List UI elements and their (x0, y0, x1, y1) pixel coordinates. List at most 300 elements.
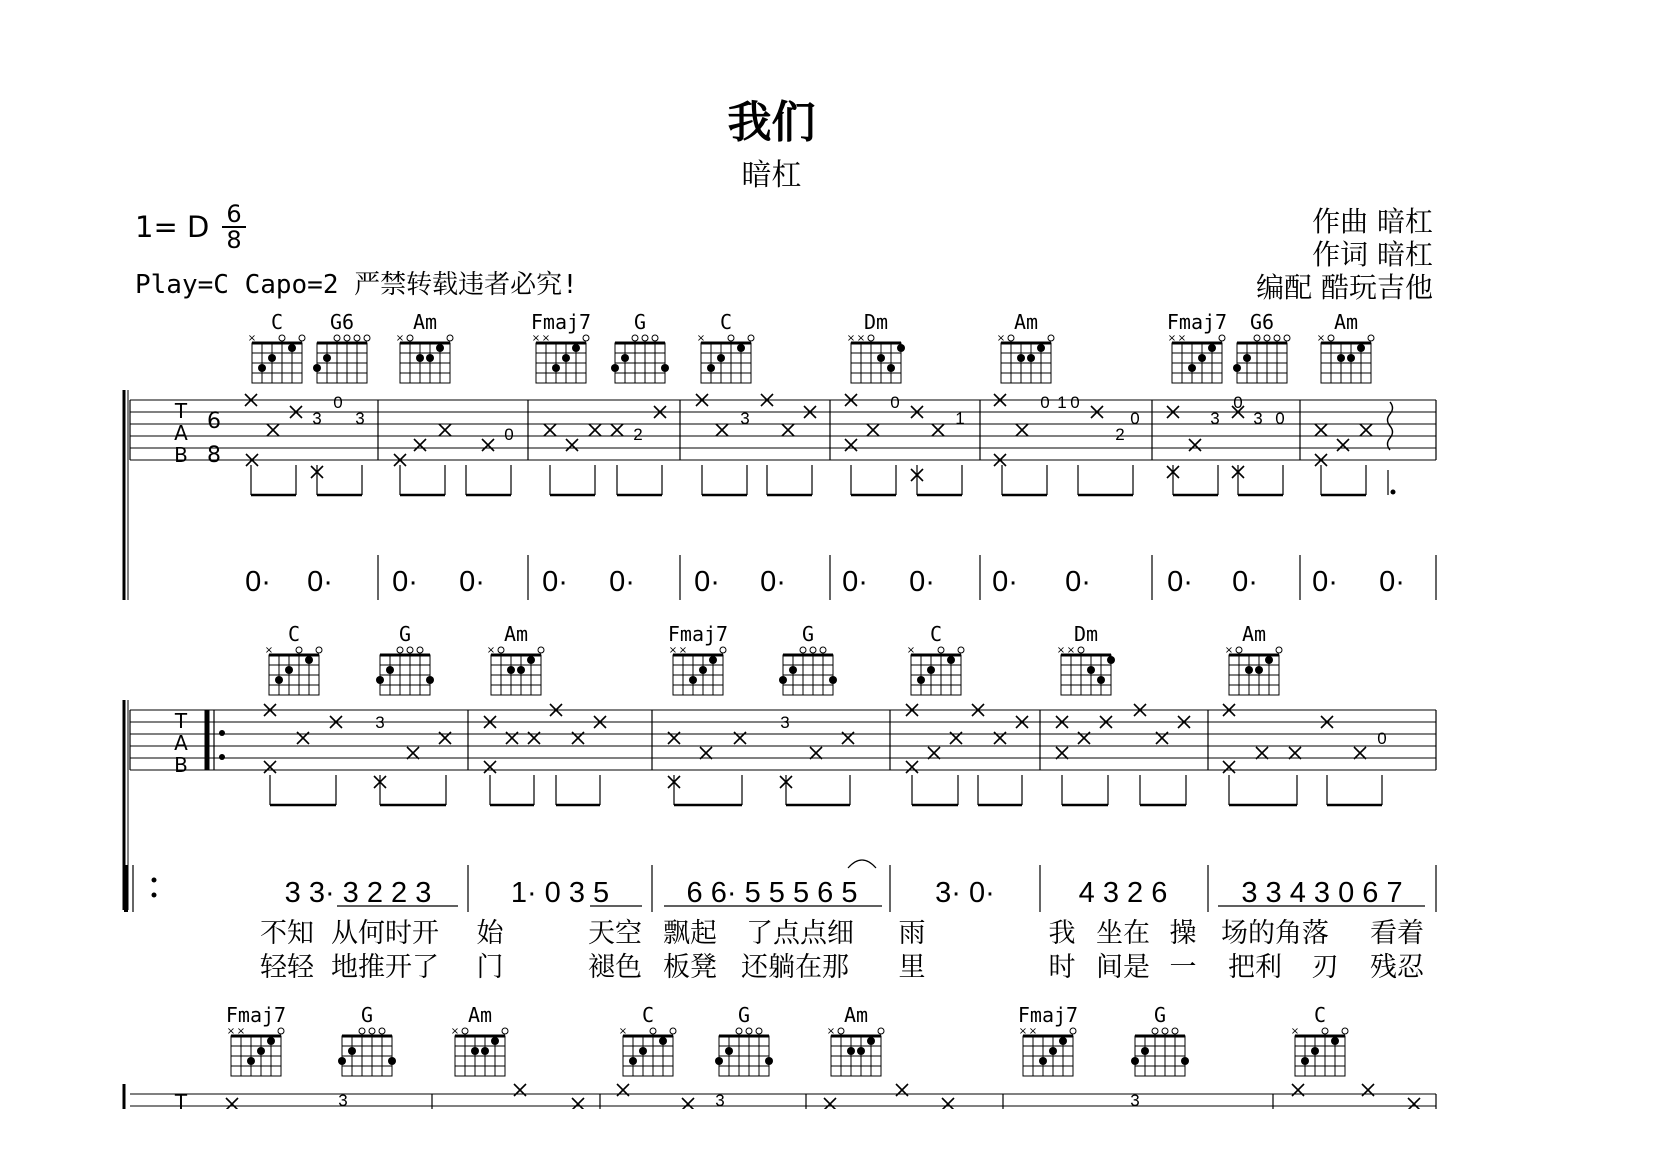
finger-dot (847, 1047, 855, 1055)
chord-name: Dm (1073, 622, 1099, 646)
finger-dot (517, 666, 525, 674)
lyric-verse-1: 从何时开 (331, 918, 439, 949)
open-string-mark (364, 335, 370, 341)
lyric-verse-2: 时 (1048, 952, 1076, 983)
tab-clef-letter: A (174, 421, 188, 445)
chord-name: Fmaj7 (225, 1003, 287, 1027)
chord-name: G (1153, 1003, 1167, 1027)
chord-diagram (847, 310, 905, 383)
finger-dot (829, 676, 837, 684)
finger-dot (313, 364, 321, 372)
jianpu-measure: 3· 0· (935, 877, 995, 909)
chord-diagram (619, 1003, 676, 1076)
chord-diagram (487, 622, 544, 695)
chord-diagram (313, 310, 370, 383)
repeat-dot (152, 893, 157, 898)
chord-name: Am (1241, 622, 1267, 646)
finger-dot (562, 354, 570, 362)
finger-dot (426, 676, 434, 684)
finger-dot (1049, 1047, 1057, 1055)
tab-fret-number: 0 (1377, 729, 1387, 748)
finger-dot (715, 1057, 723, 1065)
open-string-mark (1274, 335, 1280, 341)
chord-name: Fmaj7 (1017, 1003, 1079, 1027)
jianpu-note: 0· (1232, 566, 1258, 598)
jianpu-note: 0· (1312, 566, 1338, 598)
finger-dot (661, 364, 669, 372)
open-string-mark (868, 335, 874, 341)
finger-dot (1337, 354, 1345, 362)
finger-dot (689, 676, 697, 684)
tab-fret-number: 2 (1115, 425, 1125, 444)
song-artist: 暗杠 (741, 158, 802, 193)
finger-dot (1097, 676, 1105, 684)
open-string-mark (632, 335, 638, 341)
muted-string-mark: × (486, 645, 496, 656)
finger-dot (552, 364, 560, 372)
repeat-dot (219, 730, 225, 736)
jianpu-note: 0· (459, 566, 485, 598)
jianpu-note: 0· (392, 566, 418, 598)
jianpu-note: 0· (760, 566, 786, 598)
finger-dot (247, 1057, 255, 1065)
tab-time-bottom: 8 (207, 443, 221, 468)
jianpu-note: 0· (909, 566, 935, 598)
lyric-verse-1: 了点点细 (746, 918, 854, 949)
muted-string-mark: × (1224, 645, 1234, 656)
muted-string-mark: × (247, 333, 257, 344)
finger-dot (1357, 344, 1365, 352)
open-string-mark (756, 1028, 762, 1034)
jianpu-measure: 6 6· 5 5 5 6 5 (686, 877, 858, 909)
finger-dot (699, 666, 707, 674)
finger-dot (305, 656, 313, 664)
finger-dot (507, 666, 515, 674)
muted-string-mark: × (826, 1026, 836, 1037)
finger-dot (257, 1047, 265, 1055)
finger-dot (572, 344, 580, 352)
open-string-mark (359, 1028, 365, 1034)
finger-dot (1255, 666, 1263, 674)
chord-diagram (1018, 1003, 1078, 1076)
open-string-mark (800, 647, 806, 653)
repeat-dot (152, 878, 157, 883)
open-string-mark (1152, 1028, 1158, 1034)
chord-name: Fmaj7 (1166, 310, 1228, 334)
open-string-mark (1008, 335, 1014, 341)
lyric-verse-2: 把利 (1228, 952, 1282, 983)
finger-dot (725, 1047, 733, 1055)
open-string-mark (462, 1028, 468, 1034)
muted-string-mark: × (531, 333, 541, 344)
muted-string-mark: × (236, 1026, 246, 1037)
lyricist-credit: 作词 暗杠 (1312, 238, 1433, 271)
muted-string-mark: × (1066, 645, 1076, 656)
jianpu-note: 0· (1065, 566, 1091, 598)
finger-dot (267, 1037, 275, 1045)
open-string-mark (299, 335, 305, 341)
lyric-verse-2: 间是 (1096, 952, 1150, 983)
chord-diagram (1131, 1003, 1189, 1076)
open-string-mark (1070, 1028, 1076, 1034)
tab-fret-number: 2 (633, 425, 643, 444)
finger-dot (481, 1047, 489, 1055)
tab-clef-letter: B (174, 753, 188, 777)
chord-name: G (801, 622, 815, 646)
lyric-verse-2: 一 (1169, 952, 1197, 983)
tab-fret-number: 0 (890, 393, 900, 412)
tab-clef-letter: T (174, 709, 188, 733)
finger-dot (707, 364, 715, 372)
tab-fret-number: 3 (375, 713, 385, 732)
jianpu-note: 0· (609, 566, 635, 598)
slur-mark (848, 860, 876, 868)
time-signature-bottom: 8 (226, 226, 242, 254)
lyric-verse-2: 门 (476, 952, 504, 983)
open-string-mark (1172, 1028, 1178, 1034)
finger-dot (323, 354, 331, 362)
lyric-verse-1: 坐在 (1096, 918, 1150, 949)
finger-dot (639, 1047, 647, 1055)
open-string-mark (417, 647, 423, 653)
finger-dot (737, 344, 745, 352)
finger-dot (1037, 344, 1045, 352)
open-string-mark (447, 335, 453, 341)
chord-diagram (1233, 310, 1290, 383)
chord-name: Am (1013, 310, 1039, 334)
lyric-verse-1: 不知 (260, 918, 314, 949)
finger-dot (471, 1047, 479, 1055)
chord-name: G (398, 622, 412, 646)
muted-string-mark: × (696, 333, 706, 344)
lyric-verse-2: 轻轻 (260, 952, 314, 983)
muted-string-mark: × (1056, 645, 1066, 656)
open-string-mark (1254, 335, 1260, 341)
finger-dot (1233, 364, 1241, 372)
finger-dot (1141, 1047, 1149, 1055)
finger-dot (779, 676, 787, 684)
open-string-mark (1284, 335, 1290, 341)
finger-dot (1181, 1057, 1189, 1065)
tab-clef-letter: A (174, 731, 188, 755)
composer-credit: 作曲 暗杠 (1312, 205, 1433, 238)
chord-name: C (641, 1003, 655, 1027)
finger-dot (917, 676, 925, 684)
chord-diagram (779, 622, 837, 695)
finger-dot (709, 656, 717, 664)
finger-dot (348, 1047, 356, 1055)
open-string-mark (652, 335, 658, 341)
muted-string-mark: × (226, 1026, 236, 1037)
lyric-verse-2: 刃 (1311, 952, 1339, 983)
chord-diagram (338, 1003, 396, 1076)
open-string-mark (296, 647, 302, 653)
tab-fret-number: 3 (780, 713, 790, 732)
lyric-verse-2: 残忍 (1370, 952, 1424, 983)
muted-string-mark: × (1028, 1026, 1038, 1037)
finger-dot (436, 344, 444, 352)
finger-dot (1198, 354, 1206, 362)
muted-string-mark: × (856, 333, 866, 344)
muted-string-mark: × (668, 645, 678, 656)
song-title: 我们 (727, 97, 816, 148)
jianpu-note: 0· (992, 566, 1018, 598)
finger-dot (765, 1057, 773, 1065)
finger-dot (927, 666, 935, 674)
finger-dot (1017, 354, 1025, 362)
tab-fret-number: 0 (1275, 409, 1285, 428)
open-string-mark (397, 647, 403, 653)
open-string-mark (810, 647, 816, 653)
chord-diagram (668, 622, 728, 695)
open-string-mark (1048, 335, 1054, 341)
open-string-mark (820, 647, 826, 653)
finger-dot (1245, 666, 1253, 674)
open-string-mark (354, 335, 360, 341)
finger-dot (1107, 656, 1115, 664)
lyric-verse-1: 天空 (588, 918, 642, 949)
tab-fret-number: 3 (1253, 409, 1263, 428)
lyric-verse-1: 我 (1048, 918, 1076, 949)
finger-dot (1331, 1037, 1339, 1045)
finger-dot (611, 364, 619, 372)
chord-diagram (396, 310, 453, 383)
finger-dot (789, 666, 797, 674)
chord-diagram (265, 622, 322, 695)
finger-dot (386, 666, 394, 674)
finger-dot (1265, 656, 1273, 664)
muted-string-mark: × (1177, 333, 1187, 344)
open-string-mark (316, 647, 322, 653)
finger-dot (376, 676, 384, 684)
chord-diagram (827, 1003, 884, 1076)
arranger-credit: 编配 酷玩吉他 (1256, 271, 1433, 304)
chord-name: Am (467, 1003, 493, 1027)
lyric-verse-2: 还躺在那 (741, 952, 849, 983)
chord-name: G6 (1249, 310, 1275, 334)
open-string-mark (583, 335, 589, 341)
finger-dot (416, 354, 424, 362)
jianpu-note: 0· (1379, 566, 1405, 598)
time-signature-top: 6 (226, 200, 242, 228)
open-string-mark (728, 335, 734, 341)
open-string-mark (670, 1028, 676, 1034)
open-string-mark (379, 1028, 385, 1034)
open-string-mark (748, 335, 754, 341)
finger-dot (268, 354, 276, 362)
lyric-verse-1: 看着 (1370, 918, 1424, 949)
tab-fret-number: 0 (1130, 409, 1140, 428)
muted-string-mark: × (906, 645, 916, 656)
tab-fret-number: 0 (333, 393, 343, 412)
tab-clef-letter: T (174, 1090, 188, 1109)
finger-dot (1243, 354, 1251, 362)
finger-dot (1087, 666, 1095, 674)
dot-mark (1391, 490, 1396, 495)
jianpu-measure: 3 3· 3 2 2 3 (284, 877, 432, 909)
jianpu-note: 0· (542, 566, 568, 598)
jianpu-note: 0· (245, 566, 271, 598)
finger-dot (1027, 354, 1035, 362)
chord-diagram (248, 310, 305, 383)
arpeggio-mark (1388, 402, 1393, 450)
tab-fret-number: 1 (955, 409, 965, 428)
open-string-mark (538, 647, 544, 653)
chord-diagram (226, 1003, 286, 1076)
open-string-mark (278, 1028, 284, 1034)
chord-name: Am (843, 1003, 869, 1027)
open-string-mark (1342, 1028, 1348, 1034)
open-string-mark (1322, 1028, 1328, 1034)
finger-dot (426, 354, 434, 362)
finger-dot (1301, 1057, 1309, 1065)
open-string-mark (1276, 647, 1282, 653)
muted-string-mark: × (846, 333, 856, 344)
tab-fret-number: 3 (338, 1091, 348, 1109)
tab-fret-number: 3 (1130, 1091, 1140, 1109)
muted-string-mark: × (1167, 333, 1177, 344)
open-string-mark (369, 1028, 375, 1034)
lyric-verse-1: 操 (1169, 918, 1197, 949)
tab-fret-number: 0 (1070, 393, 1080, 412)
tab-fret-number: 0 (504, 425, 514, 444)
tab-clef-letter: T (174, 399, 188, 423)
chord-diagram (1317, 310, 1374, 383)
muted-string-mark: × (618, 1026, 628, 1037)
tab-fret-number: 1 (1057, 393, 1067, 412)
finger-dot (897, 344, 905, 352)
finger-dot (275, 676, 283, 684)
finger-dot (659, 1037, 667, 1045)
chord-diagram (611, 310, 669, 383)
open-string-mark (1236, 647, 1242, 653)
chord-name: C (719, 310, 733, 334)
finger-dot (887, 364, 895, 372)
key-label: 1= D (135, 210, 210, 244)
open-string-mark (746, 1028, 752, 1034)
open-string-mark (838, 1028, 844, 1034)
finger-dot (285, 666, 293, 674)
chord-diagram (697, 310, 754, 383)
jianpu-measure: 1· 0 3 5 (510, 877, 610, 909)
lyric-verse-2: 里 (898, 952, 926, 983)
lyric-verse-1: 始 (476, 918, 504, 949)
finger-dot (288, 344, 296, 352)
finger-dot (491, 1037, 499, 1045)
chord-name: C (1313, 1003, 1327, 1027)
open-string-mark (1078, 647, 1084, 653)
tab-time-top: 6 (207, 409, 221, 434)
finger-dot (867, 1037, 875, 1045)
finger-dot (621, 354, 629, 362)
open-string-mark (344, 335, 350, 341)
chord-diagram (376, 622, 434, 695)
finger-dot (877, 354, 885, 362)
open-string-mark (938, 647, 944, 653)
tab-fret-number: 3 (1210, 409, 1220, 428)
chord-name: Am (503, 622, 529, 646)
lyric-verse-2: 褪色 (588, 952, 642, 983)
lyric-verse-1: 飘起 (663, 918, 717, 949)
open-string-mark (1219, 335, 1225, 341)
finger-dot (527, 656, 535, 664)
tab-fret-number: 0 (1233, 393, 1243, 412)
chord-name: C (929, 622, 943, 646)
finger-dot (1188, 364, 1196, 372)
lyric-verse-1: 场的角落 (1221, 918, 1329, 949)
open-string-mark (1368, 335, 1374, 341)
chord-name: G (360, 1003, 374, 1027)
open-string-mark (1328, 335, 1334, 341)
chord-name: G (737, 1003, 751, 1027)
jianpu-note: 0· (842, 566, 868, 598)
open-string-mark (720, 647, 726, 653)
tab-fret-number: 3 (740, 409, 750, 428)
finger-dot (857, 1047, 865, 1055)
chord-name: Fmaj7 (530, 310, 592, 334)
muted-string-mark: × (1018, 1026, 1028, 1037)
open-string-mark (1162, 1028, 1168, 1034)
tab-clef-letter: B (174, 443, 188, 467)
chord-name: Am (1333, 310, 1359, 334)
open-string-mark (334, 335, 340, 341)
chord-diagram (451, 1003, 508, 1076)
finger-dot (258, 364, 266, 372)
chord-diagram (715, 1003, 773, 1076)
chord-name: C (270, 310, 284, 334)
lyric-verse-2: 地推开了 (331, 952, 439, 983)
finger-dot (629, 1057, 637, 1065)
tab-fret-number: 3 (355, 409, 365, 428)
muted-string-mark: × (1290, 1026, 1300, 1037)
chord-diagram (531, 310, 591, 383)
finger-dot (1039, 1057, 1047, 1065)
muted-string-mark: × (395, 333, 405, 344)
finger-dot (1311, 1047, 1319, 1055)
chord-diagram (907, 622, 964, 695)
open-string-mark (642, 335, 648, 341)
play-capo-notice: Play=C Capo=2 严禁转载违者必究! (135, 270, 578, 300)
chord-diagram (997, 310, 1054, 383)
chord-name: C (287, 622, 301, 646)
muted-string-mark: × (678, 645, 688, 656)
chord-name: Fmaj7 (667, 622, 729, 646)
repeat-dot (219, 754, 225, 760)
open-string-mark (407, 335, 413, 341)
tab-fret-number: 0 (1040, 393, 1050, 412)
lyric-verse-1: 雨 (898, 918, 926, 949)
muted-string-mark: × (264, 645, 274, 656)
finger-dot (338, 1057, 346, 1065)
muted-string-mark: × (450, 1026, 460, 1037)
chord-diagram (1057, 622, 1115, 695)
tab-fret-number: 3 (715, 1091, 725, 1109)
open-string-mark (498, 647, 504, 653)
finger-dot (1347, 354, 1355, 362)
finger-dot (388, 1057, 396, 1065)
chord-name: G (633, 310, 647, 334)
finger-dot (1131, 1057, 1139, 1065)
open-string-mark (407, 647, 413, 653)
open-string-mark (1264, 335, 1270, 341)
chord-diagram (1291, 1003, 1348, 1076)
muted-string-mark: × (996, 333, 1006, 344)
open-string-mark (958, 647, 964, 653)
open-string-mark (736, 1028, 742, 1034)
chord-diagram (1225, 622, 1282, 695)
chord-diagram (1167, 310, 1227, 383)
finger-dot (1208, 344, 1216, 352)
